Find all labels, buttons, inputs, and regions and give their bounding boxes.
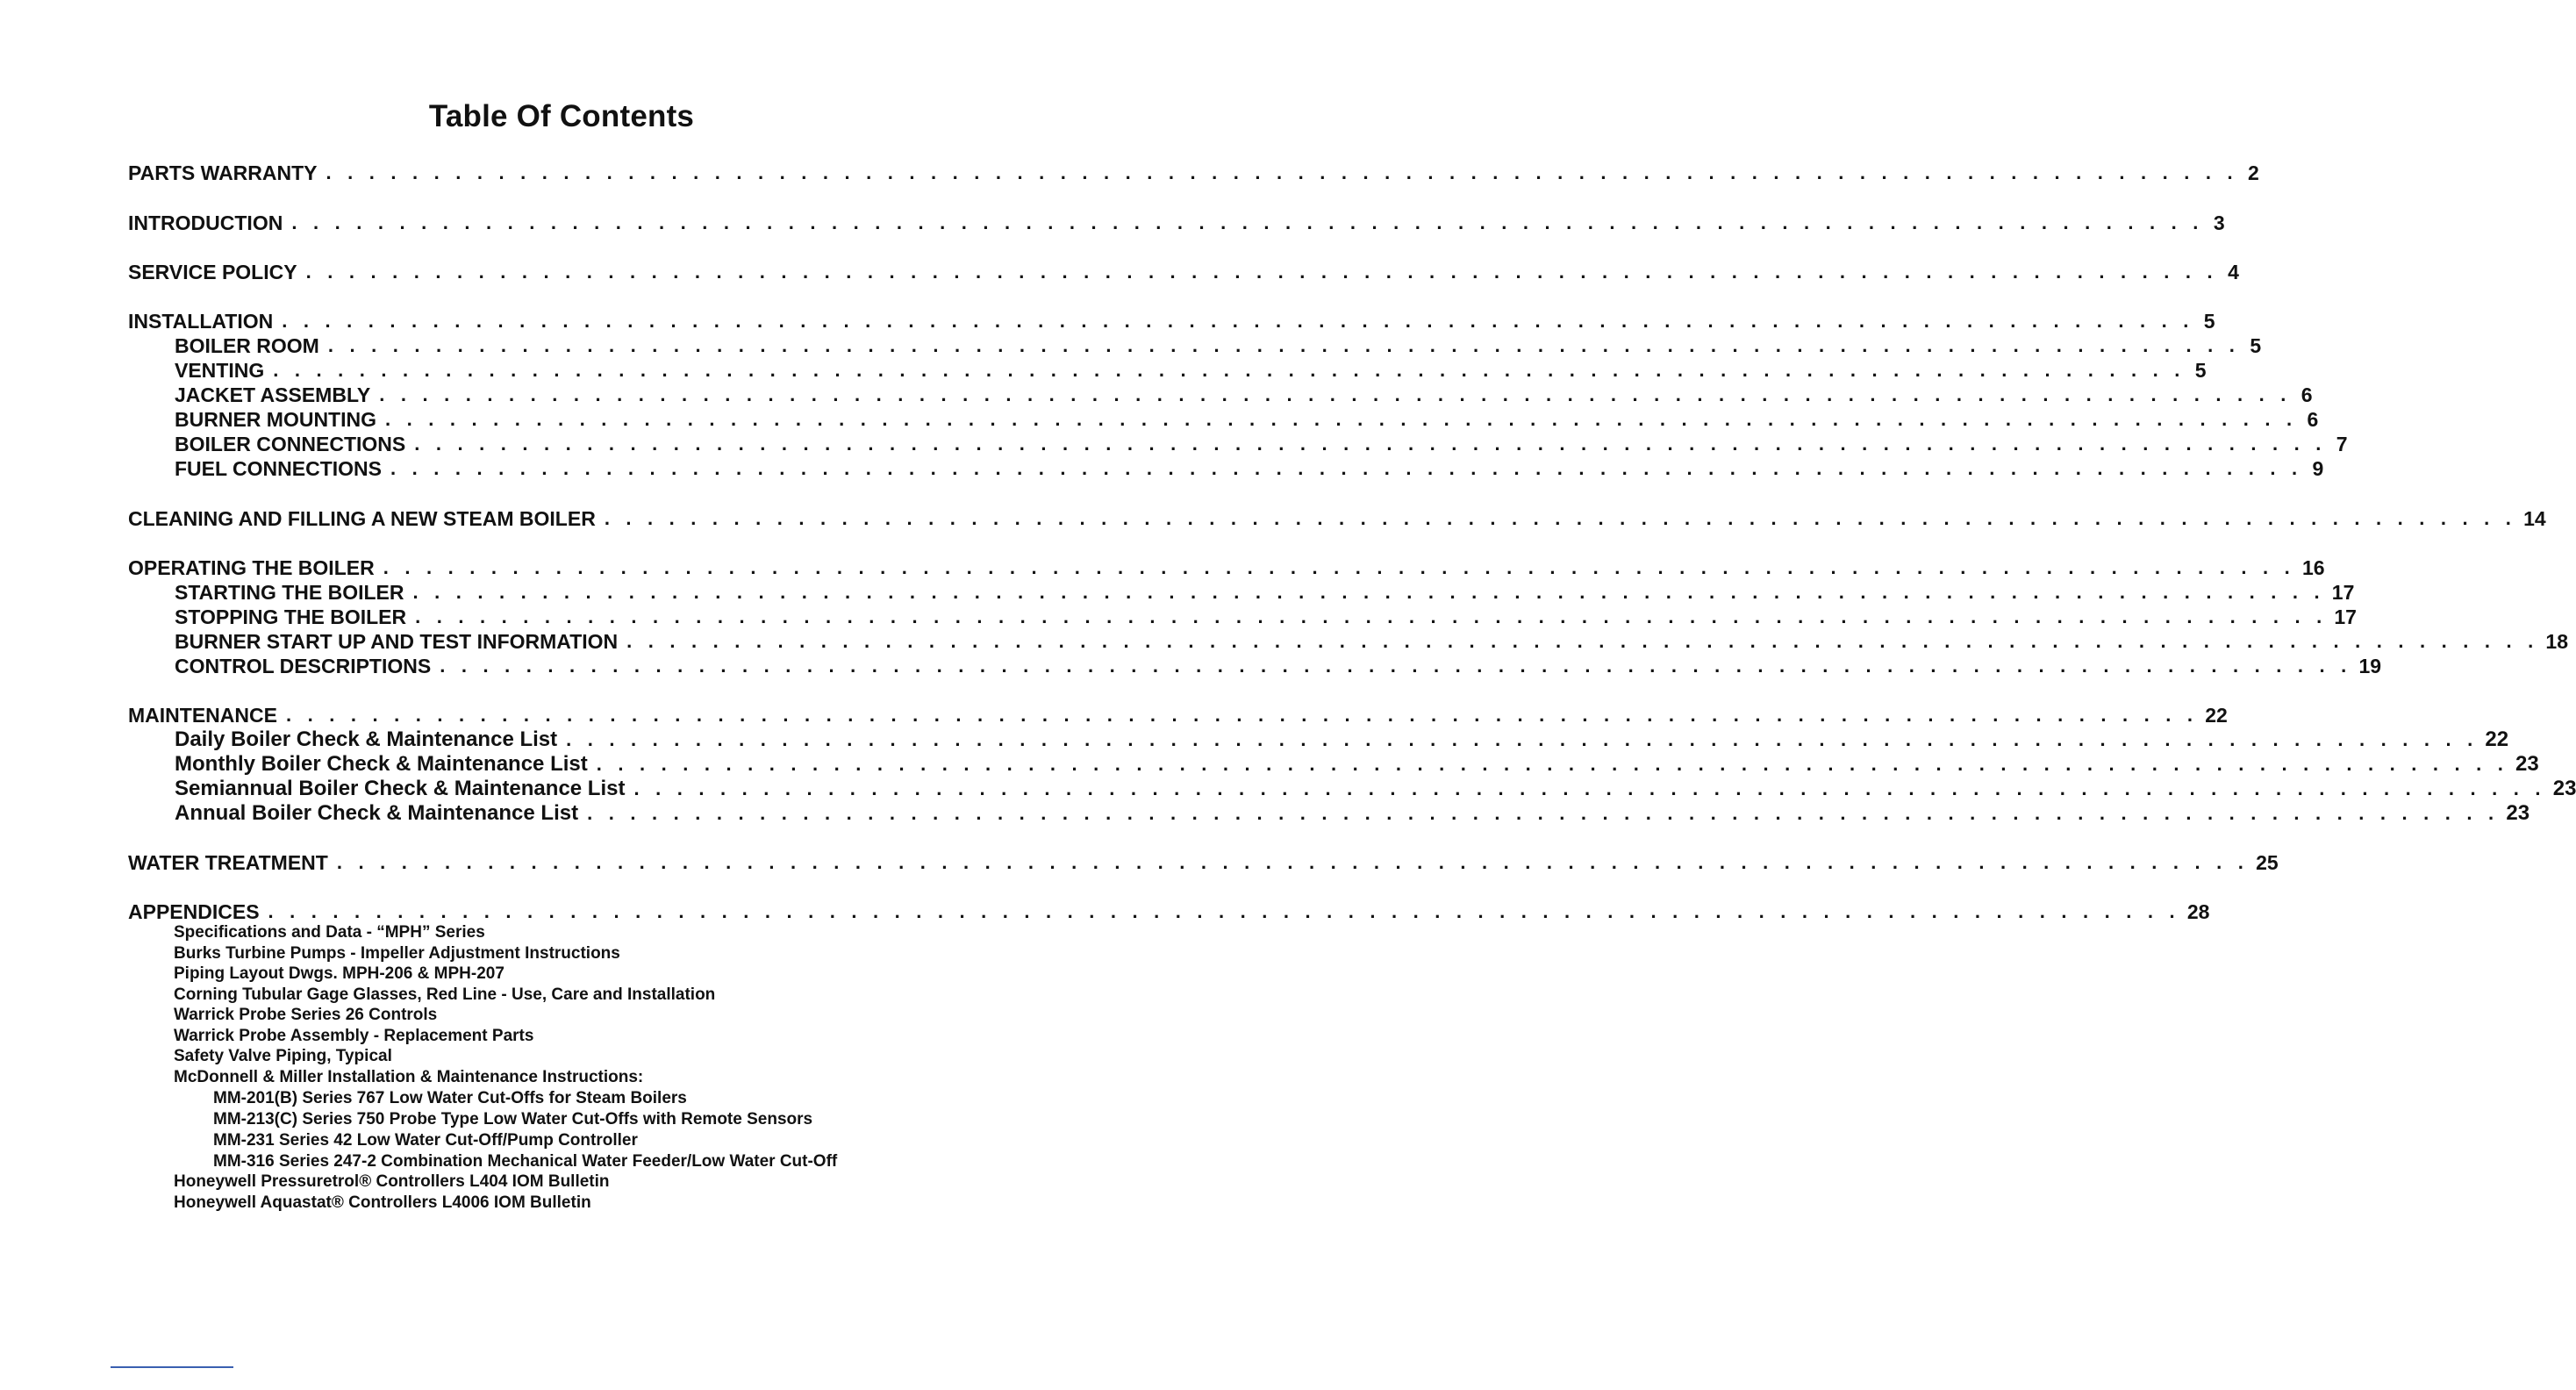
toc-entry-operating-the-boiler[interactable] [128, 555, 2325, 581]
dot-leader: . . . . . . . . . . . . . . . . . . . . . . . . . . . . . . . . . . . . . . . . . . . . . . . . . . . . . . . . . . . . . . . . . . . . . . . . . . . . . . . . . . . . . . . . . [336, 851, 2250, 873]
toc-entry-parts-warranty[interactable] [128, 160, 2259, 186]
appendix-subitem: MM-231 Series 42 Low Water Cut-Off/Pump Controller [213, 1131, 638, 1150]
dot-leader: . . . . . . . . . . . . . . . . . . . . . . . . . . . . . . . . . . . . . . . . . . . . . . . . . . . . . . . . . . . . . . . . . . . . . . . . . . . . . . . . . . . . . . . . . [285, 704, 2199, 726]
toc-entry-label: BOILER CONNECTIONS [175, 433, 406, 455]
toc-page-number: 22 [2485, 727, 2509, 751]
dot-leader: . . . . . . . . . . . . . . . . . . . . . . . . . . . . . . . . . . . . . . . . . . . . . . . . . . . . . . . . . . . . . . . . . . . . . . . . . . . . . . . . . . . . . . . . . [604, 507, 2517, 529]
dot-leader: . . . . . . . . . . . . . . . . . . . . . . . . . . . . . . . . . . . . . . . . . . . . . . . . . . . . . . . . . . . . . . . . . . . . . . . . . . . . . . . . . . . . . . . . . [305, 261, 2218, 283]
toc-page-number: 25 [2256, 851, 2279, 874]
toc-entry-label: INTRODUCTION [128, 211, 283, 234]
toc-page-number: 4 [2228, 261, 2239, 283]
toc-entry-label: STOPPING THE BOILER [175, 605, 407, 628]
toc-entry-label: CONTROL DESCRIPTIONS [175, 655, 432, 677]
toc-entry-label: OPERATING THE BOILER [128, 556, 375, 579]
toc-entry-water-treatment[interactable] [128, 849, 2279, 876]
dot-leader: . . . . . . . . . . . . . . . . . . . . . . . . . . . . . . . . . . . . . . . . . . . . . . . . . . . . . . . . . . . . . . . . . . . . . . . . . . . . . . . . . . . . . . . . . [414, 433, 2327, 455]
appendix-item: Honeywell Aquastat® Controllers L4006 IOM Bulletin [174, 1193, 591, 1212]
toc-entry-label: BOILER ROOM [175, 334, 319, 357]
toc-entry-installation[interactable] [128, 308, 2215, 334]
dot-leader: . . . . . . . . . . . . . . . . . . . . . . . . . . . . . . . . . . . . . . . . . . . . . . . . . . . . . . . . . . . . . . . . . . . . . . . . . . . . . . . . . . . . . . . . . [326, 161, 2238, 183]
toc-entry-label: INSTALLATION [128, 310, 274, 333]
dot-leader: . . . . . . . . . . . . . . . . . . . . . . . . . . . . . . . . . . . . . . . . . . . . . . . . . . . . . . . . . . . . . . . . . . . . . . . . . . . . . . . . . . . . . . . . . [291, 211, 2204, 233]
toc-entry-label: Semiannual Boiler Check & Maintenance List [175, 777, 626, 800]
toc-entry-label: Annual Boiler Check & Maintenance List [175, 801, 579, 825]
toc-page-number: 23 [2506, 801, 2530, 825]
appendix-subitem: MM-213(C) Series 750 Probe Type Low Water Cut-Offs with Remote Sensors [213, 1110, 813, 1128]
dot-leader: . . . . . . . . . . . . . . . . . . . . . . . . . . . . . . . . . . . . . . . . . . . . . . . . . . . . . . . . . . . . . . . . . . . . . . . . . . . . . . . . . . . . . . . . . [415, 605, 2328, 627]
toc-page-number: 16 [2301, 556, 2325, 579]
toc-page-number: 9 [2312, 457, 2324, 480]
toc-page-number: 14 [2523, 507, 2546, 530]
toc-entry-service-policy[interactable] [128, 259, 2239, 285]
toc-entry-starting-the-boiler[interactable] [175, 579, 2355, 605]
toc-entry-label: WATER TREATMENT [128, 851, 328, 874]
toc-entry-appendices[interactable] [128, 899, 2210, 925]
toc-page-number: 7 [2336, 433, 2348, 455]
appendix-item: Specifications and Data - “MPH” Series [174, 923, 485, 942]
dot-leader: . . . . . . . . . . . . . . . . . . . . . . . . . . . . . . . . . . . . . . . . . . . . . . . . . . . . . . . . . . . . . . . . . . . . . . . . . . . . . . . . . . . . . . . . . [282, 310, 2194, 332]
appendix-item: McDonnell & Miller Installation & Maintenance Instructions: [174, 1068, 644, 1086]
toc-page-number: 17 [2334, 605, 2357, 628]
toc-entry-label: STARTING THE BOILER [175, 581, 404, 604]
toc-entry-introduction[interactable] [128, 210, 2225, 236]
footer-rule [111, 1366, 233, 1368]
dot-leader: . . . . . . . . . . . . . . . . . . . . . . . . . . . . . . . . . . . . . . . . . . . . . . . . . . . . . . . . . . . . . . . . . . . . . . . . . . . . . . . . . . . . . . . . . [379, 383, 2292, 405]
appendix-item: Corning Tubular Gage Glasses, Red Line - Use, Care and Installation [174, 985, 716, 1004]
toc-entry-burner-start-up[interactable] [175, 628, 2569, 655]
toc-entry-label: Monthly Boiler Check & Maintenance List [175, 752, 588, 776]
dot-leader: . . . . . . . . . . . . . . . . . . . . . . . . . . . . . . . . . . . . . . . . . . . . . . . . . . . . . . . . . . . . . . . . . . . . . . . . . . . . . . . . . . . . . . . . . [587, 802, 2500, 824]
toc-entry-semiannual-check[interactable] [175, 776, 2576, 802]
dot-leader: . . . . . . . . . . . . . . . . . . . . . . . . . . . . . . . . . . . . . . . . . . . . . . . . . . . . . . . . . . . . . . . . . . . . . . . . . . . . . . . . . . . . . . . . . [385, 408, 2298, 430]
toc-entry-maintenance[interactable] [128, 702, 2228, 728]
dot-leader: . . . . . . . . . . . . . . . . . . . . . . . . . . . . . . . . . . . . . . . . . . . . . . . . . . . . . . . . . . . . . . . . . . . . . . . . . . . . . . . . . . . . . . . . . [440, 655, 2352, 677]
dot-leader: . . . . . . . . . . . . . . . . . . . . . . . . . . . . . . . . . . . . . . . . . . . . . . . . . . . . . . . . . . . . . . . . . . . . . . . . . . . . . . . . . . . . . . . . . [412, 581, 2325, 603]
toc-entry-burner-mounting[interactable] [175, 406, 2319, 433]
toc-page-number: 5 [2203, 310, 2215, 333]
toc-entry-control-descriptions[interactable] [175, 653, 2382, 679]
toc-page-number: 28 [2186, 900, 2210, 923]
toc-entry-label: BURNER START UP AND TEST INFORMATION [175, 630, 619, 653]
toc-entry-jacket-assembly[interactable] [175, 382, 2313, 408]
dot-leader: . . . . . . . . . . . . . . . . . . . . . . . . . . . . . . . . . . . . . . . . . . . . . . . . . . . . . . . . . . . . . . . . . . . . . . . . . . . . . . . . . . . . . . . . . [327, 334, 2241, 356]
toc-entry-cleaning-and-filling[interactable] [128, 505, 2546, 532]
toc-entry-boiler-connections[interactable] [175, 431, 2348, 457]
toc-page-number: 17 [2331, 581, 2355, 604]
appendix-item: Honeywell Pressuretrol® Controllers L404 IOM Bulletin [174, 1172, 610, 1191]
toc-page-number: 23 [2515, 752, 2539, 776]
dot-leader: . . . . . . . . . . . . . . . . . . . . . . . . . . . . . . . . . . . . . . . . . . . . . . . . . . . . . . . . . . . . . . . . . . . . . . . . . . . . . . . . . . . . . . . . . [268, 900, 2180, 922]
dot-leader: . . . . . . . . . . . . . . . . . . . . . . . . . . . . . . . . . . . . . . . . . . . . . . . . . . . . . . . . . . . . . . . . . . . . . . . . . . . . . . . . . . . . . . . . . [390, 457, 2303, 479]
toc-entry-venting[interactable] [175, 357, 2207, 383]
toc-entry-label: CLEANING AND FILLING A NEW STEAM BOILER [128, 507, 596, 530]
toc-page-number: 5 [2250, 334, 2262, 357]
appendix-subitem: MM-201(B) Series 767 Low Water Cut-Offs for Steam Boilers [213, 1089, 687, 1107]
toc-entry-label: VENTING [175, 359, 265, 382]
toc-entry-label: Daily Boiler Check & Maintenance List [175, 727, 558, 751]
toc-page-number: 3 [2213, 211, 2225, 234]
appendix-item: Burks Turbine Pumps - Impeller Adjustment Instructions [174, 944, 620, 963]
toc-page-number: 22 [2205, 704, 2228, 727]
dot-leader: . . . . . . . . . . . . . . . . . . . . . . . . . . . . . . . . . . . . . . . . . . . . . . . . . . . . . . . . . . . . . . . . . . . . . . . . . . . . . . . . . . . . . . . . . [566, 728, 2479, 750]
toc-entry-label: FUEL CONNECTIONS [175, 457, 382, 480]
toc-entry-annual-check[interactable] [175, 800, 2530, 827]
toc-page-number: 6 [2301, 383, 2313, 406]
toc-entry-boiler-room[interactable] [175, 333, 2262, 359]
appendix-item: Warrick Probe Assembly - Replacement Parts [174, 1027, 534, 1045]
appendix-item: Safety Valve Piping, Typical [174, 1047, 392, 1065]
toc-page-number: 18 [2545, 630, 2569, 653]
toc-entry-label: BURNER MOUNTING [175, 408, 376, 431]
toc-entry-label: PARTS WARRANTY [128, 161, 318, 184]
toc-entry-label: APPENDICES [128, 900, 260, 923]
toc-entry-monthly-check[interactable] [175, 751, 2539, 777]
toc-page-number: 19 [2358, 655, 2382, 677]
toc-page-number: 23 [2552, 777, 2576, 800]
appendix-subitem: MM-316 Series 247-2 Combination Mechanical Water Feeder/Low Water Cut-Off [213, 1152, 838, 1171]
dot-leader: . . . . . . . . . . . . . . . . . . . . . . . . . . . . . . . . . . . . . . . . . . . . . . . . . . . . . . . . . . . . . . . . . . . . . . . . . . . . . . . . . . . . . . . . . [626, 630, 2539, 652]
dot-leader: . . . . . . . . . . . . . . . . . . . . . . . . . . . . . . . . . . . . . . . . . . . . . . . . . . . . . . . . . . . . . . . . . . . . . . . . . . . . . . . . . . . . . . . . . [383, 556, 2295, 578]
toc-entry-label: JACKET ASSEMBLY [175, 383, 371, 406]
toc-page-number: 5 [2194, 359, 2207, 382]
toc-page-number: 6 [2307, 408, 2319, 431]
page-title: Table Of Contents [428, 99, 695, 133]
toc-entry-daily-check[interactable] [175, 727, 2509, 753]
toc-entry-stopping-the-boiler[interactable] [175, 604, 2357, 630]
dot-leader: . . . . . . . . . . . . . . . . . . . . . . . . . . . . . . . . . . . . . . . . . . . . . . . . . . . . . . . . . . . . . . . . . . . . . . . . . . . . . . . . . . . . . . . . . [596, 753, 2509, 775]
toc-entry-label: MAINTENANCE [128, 704, 277, 727]
toc-page-number: 2 [2248, 161, 2259, 184]
toc-entry-label: SERVICE POLICY [128, 261, 297, 283]
appendix-item: Warrick Probe Series 26 Controls [174, 1006, 438, 1024]
dot-leader: . . . . . . . . . . . . . . . . . . . . . . . . . . . . . . . . . . . . . . . . . . . . . . . . . . . . . . . . . . . . . . . . . . . . . . . . . . . . . . . . . . . . . . . . . [633, 777, 2546, 799]
toc-entry-fuel-connections[interactable] [175, 455, 2324, 482]
dot-leader: . . . . . . . . . . . . . . . . . . . . . . . . . . . . . . . . . . . . . . . . . . . . . . . . . . . . . . . . . . . . . . . . . . . . . . . . . . . . . . . . . . . . . . . . . [273, 359, 2186, 381]
appendix-item: Piping Layout Dwgs. MPH-206 & MPH-207 [174, 964, 504, 983]
